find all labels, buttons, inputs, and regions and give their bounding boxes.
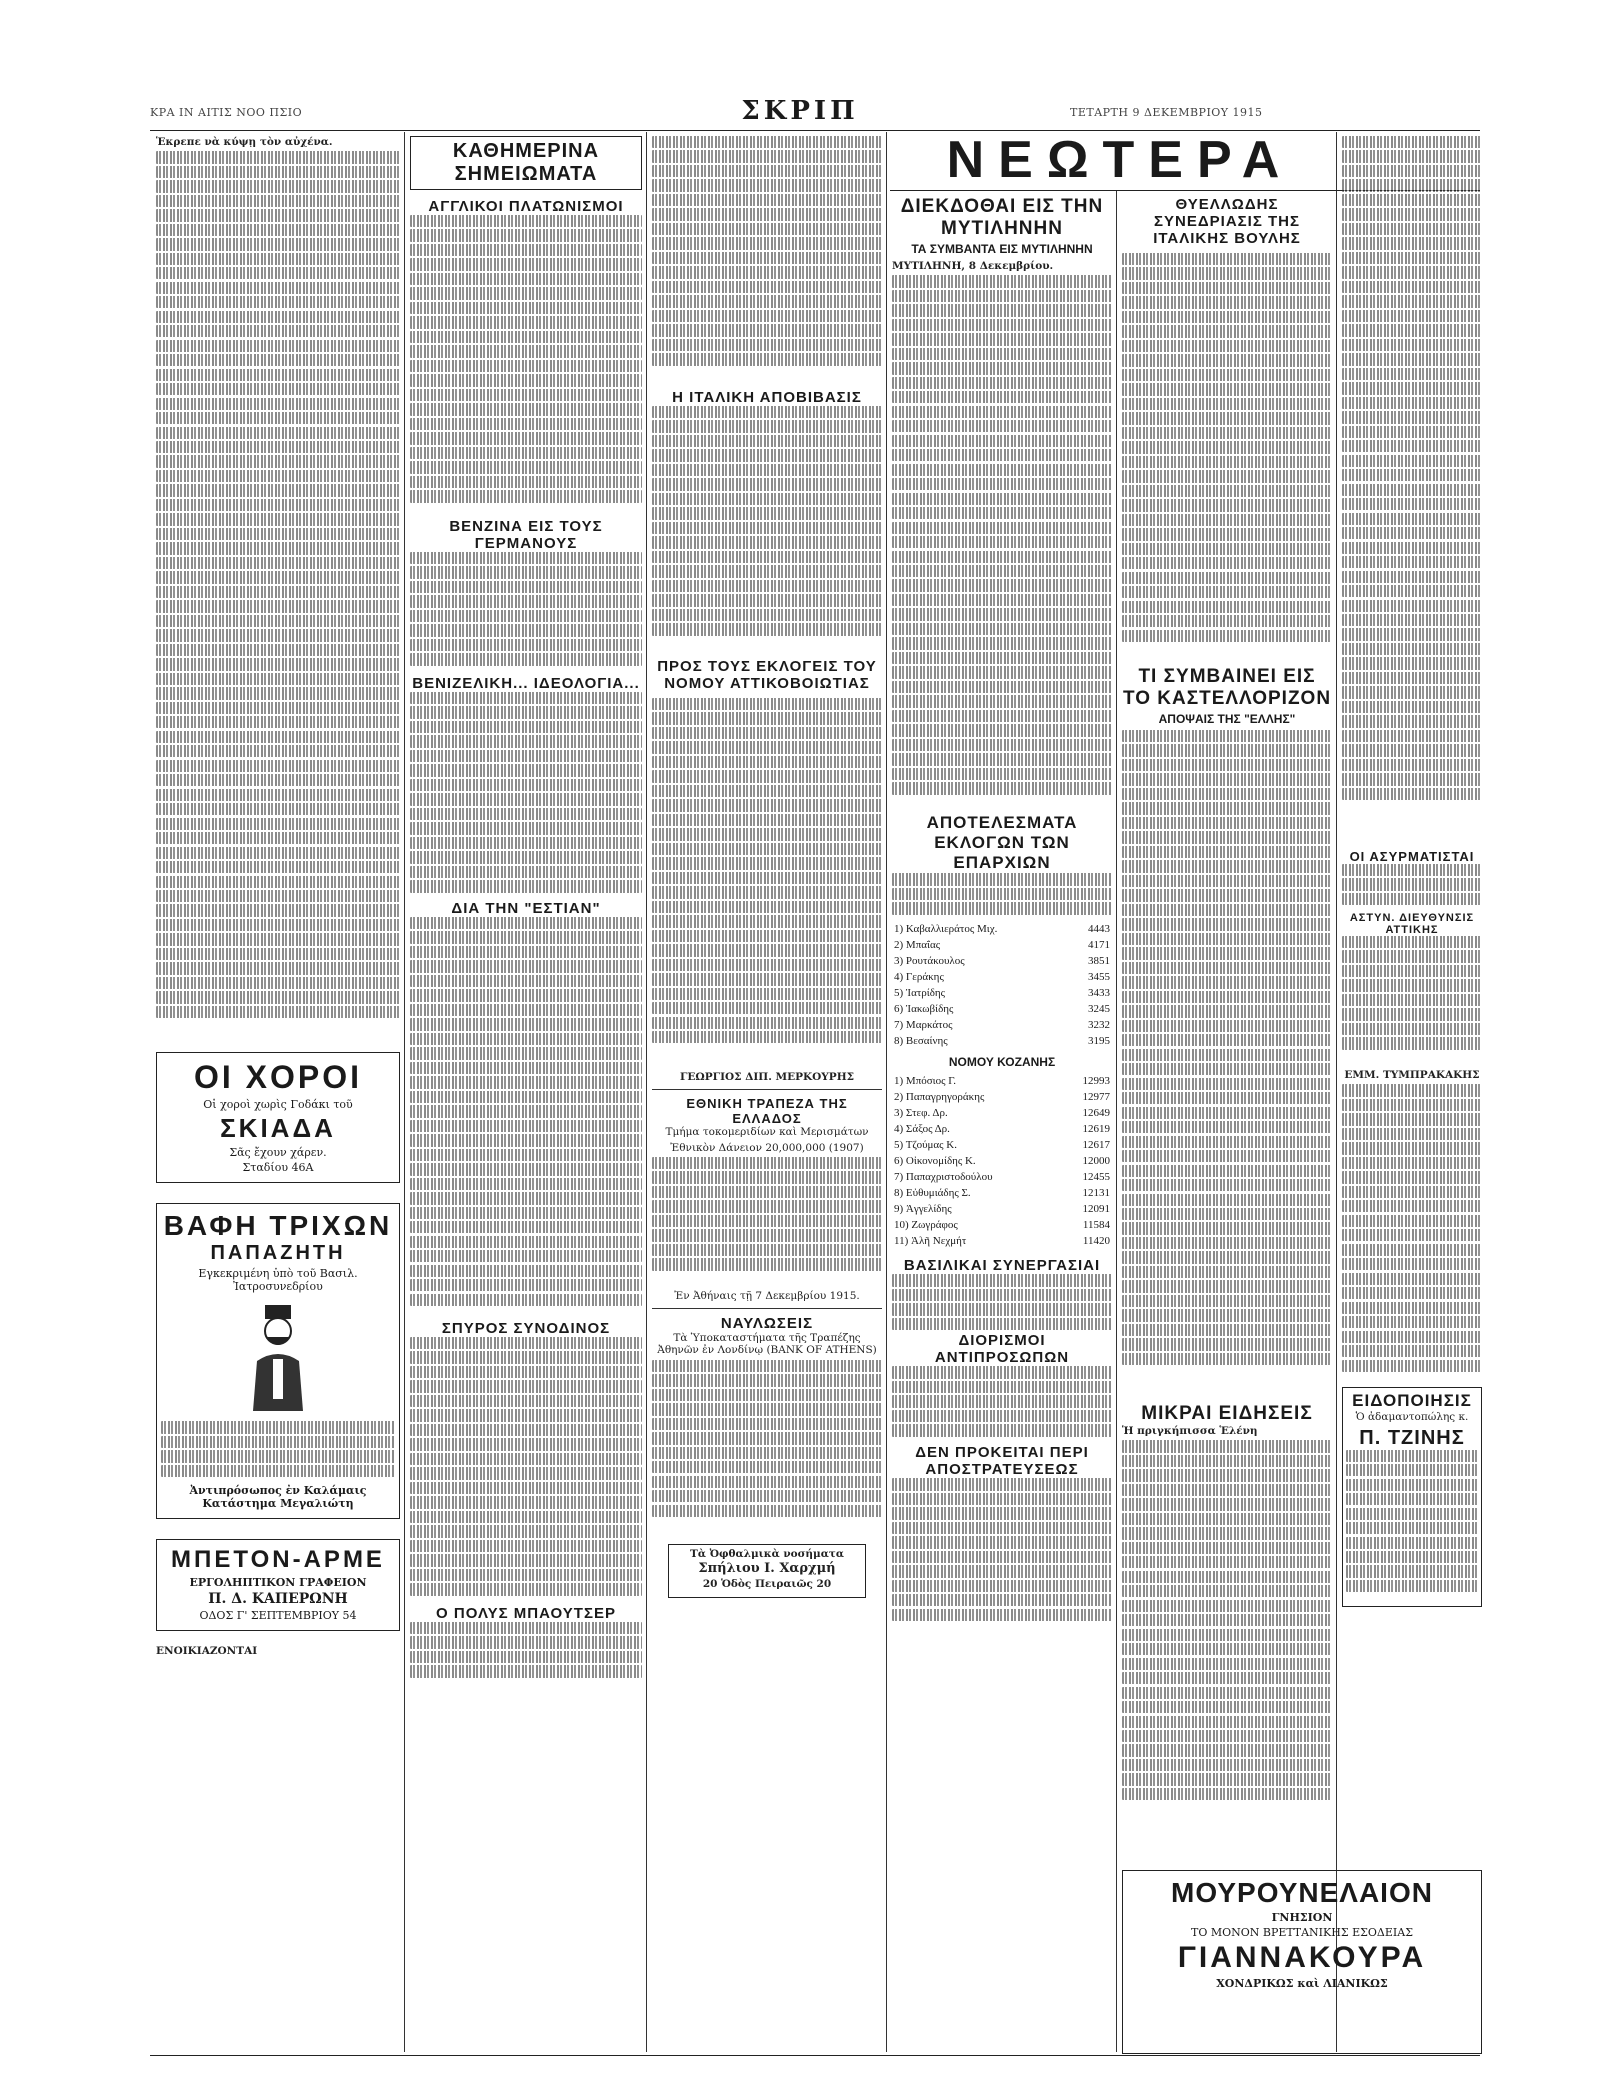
headline-kastellorizon: ΤΙ ΣΥΜΒΑΙΝΕΙ ΕΙΣ ΤΟ ΚΑΣΤΕΛΛΟΡΙΖΟΝ — [1122, 666, 1332, 709]
headline-mytilini: ΔΙΕΚΔΟΘΑΙ ΕΙΣ ΤΗΝ ΜΥΤΙΛΗΝΗΝ — [900, 196, 1104, 239]
candidate-name: 1) Μπόσιος Γ. — [894, 1075, 957, 1088]
article-ekloges-body — [652, 698, 882, 1068]
masthead-title: ΣΚΡΙΠ — [741, 96, 859, 126]
bank-line1: Τμήμα τοκομεριδίων καὶ Μερισμάτων — [665, 1126, 869, 1139]
results-table-a — [892, 921, 1112, 1049]
ad-choroi-name: ΣΚΙΑΔΑ — [220, 1113, 336, 1144]
headline-italiki: Η ΙΤΑΛΙΚΗ ΑΠΟΒΙΒΑΣΙΣ — [672, 389, 862, 406]
candidate-name: 6) Οἰκονομίδης Κ. — [894, 1155, 976, 1168]
ad-choroi-line3: Σταδίου 46Α — [242, 1161, 314, 1175]
candidate-votes: 3232 — [1088, 1019, 1110, 1032]
article-astynomia-body — [1342, 936, 1482, 1066]
table-row — [892, 969, 1112, 985]
article-asyrmatistai-body — [1342, 864, 1482, 909]
candidate-votes: 12649 — [1082, 1107, 1110, 1120]
article-anglikoi-body — [410, 215, 642, 515]
column-divider — [404, 132, 405, 2052]
table-row — [892, 1137, 1112, 1153]
article-italiki-body — [652, 406, 882, 646]
results-table-b — [892, 1073, 1112, 1249]
ad-beton-arme — [156, 1539, 400, 1631]
ad-choroi-line2: Σᾶς ἔχουν χάρεν. — [229, 1146, 327, 1160]
candidate-votes: 12455 — [1082, 1171, 1110, 1184]
astynomia-signature: ΕΜΜ. ΤΥΜΠΡΑΚΑΚΗΣ — [1344, 1069, 1480, 1081]
headline-anglikoi: ΑΓΓΛΙΚΟΙ ΠΛΑΤΩΝΙΣΜΟΙ — [428, 198, 624, 215]
table-row — [892, 1169, 1112, 1185]
headline-venizeliki: ΒΕΝΙΖΕΛΙΚΗ... ΙΔΕΟΛΟΓΙΑ... — [412, 675, 640, 692]
mikrai-eidiseis-sub: Ἡ πριγκήπισσα Ἑλένη — [1122, 1425, 1258, 1437]
ad-ophthalmika-title: Τὰ Ὀφθαλμικὰ νοσήματα — [690, 1547, 844, 1560]
candidate-votes: 12619 — [1082, 1123, 1110, 1136]
ad-vafi-title: ΒΑΦΗ ΤΡΙΧΩΝ — [163, 1210, 393, 1242]
article-eidopoiisis-body — [1346, 1450, 1478, 1600]
nauloseis-body — [652, 1360, 882, 1530]
headline-venzina: ΒΕΝΖΙΝΑ ΕΙΣ ΤΟΥΣ ΓΕΡΜΑΝΟΥΣ — [449, 518, 603, 552]
candidate-name: 2) Παπαγρηγοράκης — [894, 1091, 985, 1104]
ad-mourounelaion-title: ΜΟΥΡΟΥΝΕΛΑΙΟΝ — [1171, 1877, 1433, 1908]
ad-beton-line2: Π. Δ. ΚΑΠΕΡΩΝΗ — [208, 1591, 348, 1608]
table-row — [892, 1153, 1112, 1169]
candidate-name: 11) Ἀλῆ Νεχμήτ — [894, 1235, 967, 1248]
column-divider — [886, 132, 887, 2052]
ad-ophthalmika — [668, 1544, 866, 1598]
article-kastellorizon-body — [1122, 730, 1332, 1400]
candidate-name: 3) Στεφ. Δρ. — [894, 1107, 948, 1120]
apotelesmata-intro — [892, 873, 1112, 918]
subhead-mytilini: ΤΑ ΣΥΜΒΑΝΤΑ ΕΙΣ ΜΥΤΙΛΗΝΗΝ — [911, 242, 1093, 256]
candidate-name: 8) Εὐθυμιάδης Σ. — [894, 1187, 971, 1200]
headline-thyellodis: ΘΥΕΛΛΩΔΗΣ ΣΥΝΕΔΡΙΑΣΙΣ ΤΗΣ ΙΤΑΛΙΚΗΣ ΒΟΥΛΗΣ — [1153, 196, 1301, 247]
article-mytilini-body — [892, 275, 1112, 810]
candidate-votes: 4171 — [1088, 939, 1110, 952]
candidate-votes: 3851 — [1088, 955, 1110, 968]
nomos-kozanis: ΝΟΜΟΥ ΚΟΖΑΝΗΣ — [948, 1055, 1056, 1070]
headline-diorismoi: ΔΙΟΡΙΣΜΟΙ ΑΝΤΙΠΡΟΣΩΠΩΝ — [934, 1332, 1070, 1367]
column-6-lead-body — [1342, 136, 1482, 846]
headline-baoutser: Ο ΠΟΛΥΣ ΜΠΑΟΥΤΣΕΡ — [436, 1605, 616, 1622]
candidate-votes: 11584 — [1082, 1219, 1110, 1232]
ad-vafi-sub: Εγκεκριμένη ὑπὸ τοῦ Βασιλ. Ἰατροσυνεδρίου — [198, 1267, 358, 1294]
column-6 — [1342, 136, 1482, 1856]
article-synodinos-body — [410, 1337, 642, 1602]
ekloges-signature: ΓΕΩΡΓΙΟΣ ΔΙΠ. ΜΕΡΚΟΥΡΗΣ — [679, 1071, 855, 1083]
eidopoiisis-name: Π. ΤΖΙΝΗΣ — [1359, 1426, 1465, 1449]
headline-synodinos: ΣΠΥΡΟΣ ΣΥΝΟΔΙΝΟΣ — [441, 1320, 611, 1337]
headline-asyrmatistai: ΟΙ ΑΣΥΡΜΑΤΙΣΤΑΙ — [1349, 849, 1475, 864]
table-row — [892, 985, 1112, 1001]
ad-vafi-footer: Ἀντιπρόσωπος ἐν Καλάμαις Κατάστημα Μεγαλιώτη — [189, 1484, 367, 1511]
candidate-name: 3) Ρουτάκουλος — [894, 955, 965, 968]
column-1-lead: Ἑκρεπε νὰ κύψῃ τὸν αὐχένα. — [156, 136, 333, 148]
table-row — [892, 937, 1112, 953]
ad-ophthalmika-addr: 20 Ὁδὸς Πειραιῶς 20 — [702, 1578, 832, 1591]
divider — [652, 1308, 882, 1309]
column-4 — [892, 196, 1112, 2051]
column-6-mid-body — [1342, 1084, 1482, 1384]
article-vasilikai-body — [892, 1274, 1112, 1329]
column-divider — [1116, 190, 1117, 2052]
subhead-kastellorizon: ΑΠΟΨΑΙΣ ΤΗΣ "ΕΛΛΗΣ" — [1158, 712, 1296, 726]
column-2 — [410, 136, 642, 2051]
table-row — [892, 1185, 1112, 1201]
masthead-date: ΤΕΤΑΡΤΗ 9 ΔΕΚΕΜΒΡΙΟΥ 1915 — [1070, 106, 1263, 119]
ad-beton-line3: ΟΔΟΣ Γ' ΣΕΠΤΕΜΒΡΙΟΥ 54 — [199, 1609, 357, 1623]
candidate-votes: 3433 — [1088, 987, 1110, 1000]
ad-eidopoiisis — [1342, 1387, 1482, 1606]
candidate-name: 2) Μπαΐας — [894, 939, 941, 952]
candidate-name: 5) Ἰατρίδης — [894, 987, 946, 1000]
table-row — [892, 1105, 1112, 1121]
column-1-footer: ΕΝΟΙΚΙΑΖΟΝΤΑΙ — [156, 1645, 258, 1658]
candidate-votes: 11420 — [1082, 1235, 1110, 1248]
candidate-votes: 12091 — [1082, 1203, 1110, 1216]
candidate-name: 4) Γεράκης — [894, 971, 944, 984]
ad-mourounelaion — [1122, 1870, 1482, 2054]
table-row — [892, 1089, 1112, 1105]
ad-mourounelaion-line: ΤΟ ΜΟΝΟΝ ΒΡΕΤΤΑΝΙΚΗΣ ΕΣΟΔΕΙΑΣ — [1191, 1926, 1413, 1939]
table-row — [892, 1001, 1112, 1017]
candidate-votes: 3245 — [1088, 1003, 1110, 1016]
ad-ophthalmika-name: Σπήλιου Ι. Χαρχμή — [698, 1561, 836, 1577]
ad-beton-line1: ΕΡΓΟΛΗΠΤΙΚΟΝ ΓΡΑΦΕΙΟΝ — [189, 1576, 367, 1590]
ad-choroi-title: ΟΙ ΧΟΡΟΙ — [193, 1059, 363, 1096]
nauloseis-line: Τὰ Ὑποκαταστήματα τῆς Τραπέζης Ἀθηνῶν ἐν Λονδίνῳ (BANK OF ATHENS) — [657, 1332, 877, 1357]
masthead-left: ΚΡΑ ΙΝ ΑΙΤΙΣ ΝΟΟ ΠΣΙΟ — [150, 106, 303, 119]
ad-mourounelaion-footer: ΧΟΝΔΡΙΚΩΣ καὶ ΛΙΑΝΙΚΩΣ — [1216, 1977, 1388, 1990]
headline-apotelesmata: ΑΠΟΤΕΛΕΣΜΑΤΑ ΕΚΛΟΓΩΝ ΤΩΝ ΕΠΑΡΧΙΩΝ — [926, 813, 1078, 873]
candidate-name: 5) Τζούμας Κ. — [894, 1139, 957, 1152]
bottom-rule — [150, 2055, 1480, 2056]
divider — [652, 1089, 882, 1090]
table-row — [892, 1017, 1112, 1033]
ad-choroi-line1: Οἱ χοροὶ χωρὶς Γοδάκι τοῦ — [203, 1098, 353, 1112]
candidate-name: 1) Καβαλλιεράτος Μιχ. — [894, 923, 998, 936]
candidate-votes: 12977 — [1082, 1091, 1110, 1104]
bank-date: Ἐν Ἀθήναις τῇ 7 Δεκεμβρίου 1915. — [674, 1289, 860, 1302]
candidate-name: 8) Βεσαίνης — [894, 1035, 948, 1048]
headline-estian: ΔΙΑ ΤΗΝ "ΕΣΤΙΑΝ" — [451, 900, 601, 917]
table-row — [892, 921, 1112, 937]
mytilini-dateline: ΜΥΤΙΛΗΝΗ, 8 Δεκεμβρίου. — [892, 260, 1054, 272]
article-diorismoi-body — [892, 1366, 1112, 1441]
section-header: ΚΑΘΗΜΕΡΙΝΑ ΣΗΜΕΙΩΜΑΤΑ — [452, 140, 600, 185]
headline-eidopoiisis: ΕΙΔΟΠΟΙΗΣΙΣ — [1352, 1391, 1472, 1411]
column-1-body — [156, 151, 400, 1036]
headline-ethniki-trapeza: ΕΘΝΙΚΗ ΤΡΑΠΕΖΑ ΤΗΣ ΕΛΛΑΔΟΣ — [686, 1096, 848, 1127]
candidate-name: 7) Παπαχριστοδούλου — [894, 1171, 993, 1184]
article-baoutser-body — [410, 1622, 642, 1692]
ad-mourounelaion-name: ΓΙΑΝΝΑΚΟΥΡΑ — [1177, 1941, 1427, 1974]
ad-beton-title: ΜΠΕΤΟΝ-ΑΡΜΕ — [171, 1546, 385, 1574]
section-header-box — [410, 136, 642, 190]
ad-choroi — [156, 1052, 400, 1183]
candidate-votes: 12131 — [1082, 1187, 1110, 1200]
bank-body — [652, 1157, 882, 1287]
article-venzina-body — [410, 552, 642, 672]
candidate-votes: 12993 — [1082, 1075, 1110, 1088]
candidate-votes: 12617 — [1082, 1139, 1110, 1152]
headline-astynomia: ΑΣΤΥΝ. ΔΙΕΥΘΥΝΣΙΣ ΑΤΤΙΚΗΣ — [1349, 912, 1475, 936]
ad-vafi-name: ΠΑΠΑΖΗΤΗ — [210, 1242, 346, 1265]
masthead — [0, 96, 1600, 130]
headline-ekloges: ΠΡΟΣ ΤΟΥΣ ΕΚΛΟΓΕΙΣ ΤΟΥ ΝΟΜΟΥ ΑΤΤΙΚΟΒΟΙΩΤΙΑΣ — [657, 658, 877, 692]
candidate-votes: 3455 — [1088, 971, 1110, 984]
table-row — [892, 1201, 1112, 1217]
neotera-banner: ΝΕΩΤΕΡΑ — [946, 131, 1294, 189]
headline-nauloseis: ΝΑΥΛΩΣΕΙΣ — [720, 1315, 814, 1333]
candidate-name: 9) Ἀγγελίδης — [894, 1203, 952, 1216]
bank-line2: Ἐθνικὸν Δάνειον 20,000,000 (1907) — [670, 1141, 864, 1154]
table-row — [892, 1121, 1112, 1137]
ad-vafi-trichon — [156, 1203, 400, 1519]
headline-apostrateusis: ΔΕΝ ΠΡΟΚΕΙΤΑΙ ΠΕΡΙ ΑΠΟΣΤΡΑΤΕΥΣΕΩΣ — [915, 1444, 1089, 1479]
article-thyellodis-body — [1122, 253, 1332, 663]
table-row — [892, 1217, 1112, 1233]
column-1 — [156, 136, 400, 2051]
candidate-votes: 12000 — [1082, 1155, 1110, 1168]
candidate-votes: 4443 — [1088, 923, 1110, 936]
article-venizeliki-body — [410, 692, 642, 897]
portrait-illustration-icon — [243, 1301, 313, 1411]
column-3 — [652, 136, 882, 2051]
article-estian-body — [410, 917, 642, 1317]
column-divider — [1336, 132, 1337, 2052]
table-row — [892, 1073, 1112, 1089]
ad-mourounelaion-tag: ΓΝΗΣΙΟΝ — [1271, 1911, 1333, 1924]
eidopoiisis-sub: Ὁ ἀδαμαντοπώλης κ. — [1355, 1411, 1469, 1424]
candidate-name: 7) Μαρκάτος — [894, 1019, 953, 1032]
table-row — [892, 1233, 1112, 1249]
candidate-name: 4) Σάξος Δρ. — [894, 1123, 950, 1136]
headline-mikrai-eidiseis: ΜΙΚΡΑΙ ΕΙΔΗΣΕΙΣ — [1141, 1403, 1313, 1424]
column-5 — [1122, 196, 1332, 1856]
ad-vafi-body — [161, 1421, 395, 1481]
article-apostrateusis-body — [892, 1478, 1112, 1628]
article-mikrai-eidiseis-body — [1122, 1440, 1332, 1820]
candidate-votes: 3195 — [1088, 1035, 1110, 1048]
column-divider — [646, 132, 647, 2052]
candidate-name: 6) Ἰακωβίδης — [894, 1003, 954, 1016]
headline-vasilikai: ΒΑΣΙΛΙΚΑΙ ΣΥΝΕΡΓΑΣΙΑΙ — [903, 1257, 1101, 1275]
table-row — [892, 953, 1112, 969]
candidate-name: 10) Ζωγράφος — [894, 1219, 958, 1232]
table-row — [892, 1033, 1112, 1049]
